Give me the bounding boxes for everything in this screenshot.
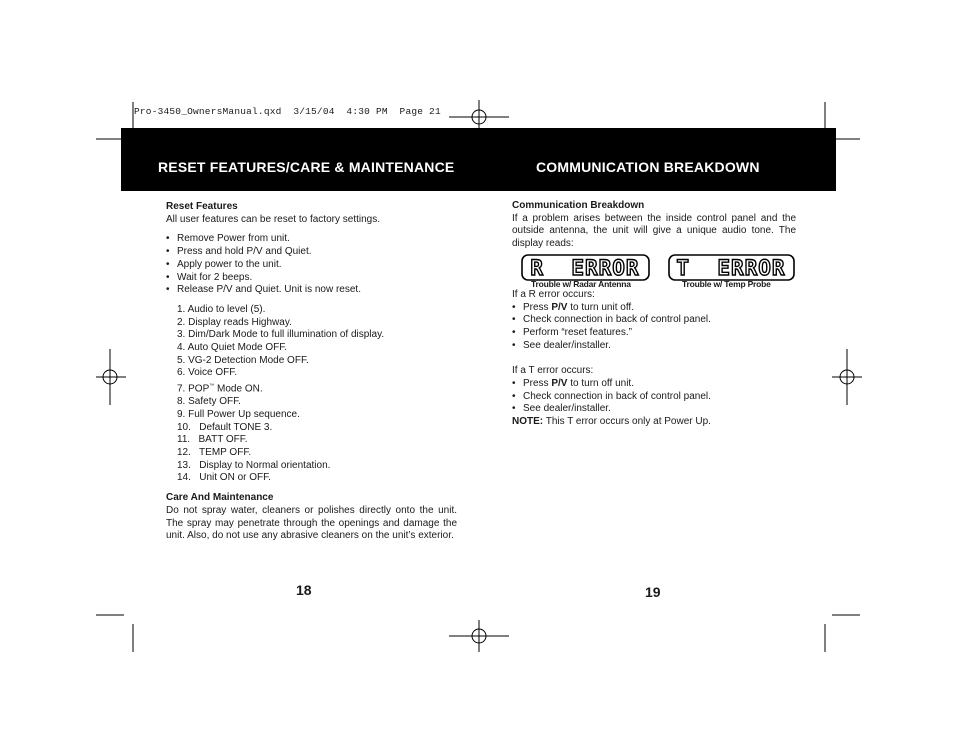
list-item: • Check connection in back of control panel. <box>512 391 796 404</box>
list-item: 1. Audio to level (5). <box>177 303 266 315</box>
display-t-caption: Trouble w/ Temp Probe <box>682 279 771 289</box>
list-item: 12. TEMP OFF. <box>177 446 252 458</box>
list-item: • Press and hold P/V and Quiet. <box>166 246 457 259</box>
t-error-label: If a T error occurs: <box>512 365 594 377</box>
svg-text:R ERROR: R ERROR <box>530 256 640 280</box>
r-error-steps <box>512 302 796 353</box>
page-number-left: 18 <box>296 582 312 598</box>
r-error-label: If a R error occurs: <box>512 289 595 300</box>
note-label: NOTE: <box>512 416 544 428</box>
page-number-right: 19 <box>645 584 661 600</box>
list-item: 4. Auto Quiet Mode OFF. <box>177 342 288 354</box>
left-section-title: RESET FEATURES/CARE & MAINTENANCE <box>158 159 455 175</box>
reset-steps <box>166 233 457 297</box>
comm-heading: Communication Breakdown <box>512 200 645 211</box>
list-item: 11. BATT OFF. <box>177 434 248 446</box>
list-item: • See dealer/installer. <box>512 340 796 353</box>
list-item: • See dealer/installer. <box>512 403 796 416</box>
list-item: 5. VG-2 Detection Mode OFF. <box>177 354 309 366</box>
care-heading: Care And Maintenance <box>166 492 274 504</box>
list-item: 10. Default TONE 3. <box>177 421 273 433</box>
list-item: 7. POP™ Mode ON. <box>177 383 263 395</box>
note <box>512 416 796 429</box>
lcd-t-error-image <box>668 254 796 282</box>
reset-heading: Reset Features <box>166 201 238 212</box>
reset-intro: All user features can be reset to factory settings. <box>166 213 380 225</box>
care-text: Do not spray water, cleaners or polishes directly onto the unit. The spray may penetrate through the openings and damage the unit. Also, do not use any abrasive cleaners on the unit’s exterior. <box>166 504 457 542</box>
list-item: • Remove Power from unit. <box>166 233 457 246</box>
list-item: • Apply power to the unit. <box>166 259 457 272</box>
list-item: 8. Safety OFF. <box>177 396 241 408</box>
t-error-steps <box>512 378 796 416</box>
comm-intro: If a problem arises between the inside control panel and the outside antenna, the unit will give a unique audio tone. The display reads: <box>512 212 796 250</box>
list-item: • Wait for 2 beeps. <box>166 272 457 285</box>
list-item: 14. Unit ON or OFF. <box>177 472 271 484</box>
right-section-title: COMMUNICATION BREAKDOWN <box>536 159 760 175</box>
file-slug: Pro-3450_OwnersManual.qxd 3/15/04 4:30 PM Page 21 <box>134 106 441 117</box>
list-item: • Press P/V to turn off unit. <box>512 378 796 391</box>
list-item: • Press P/V to turn unit off. <box>512 302 796 315</box>
display-r-error <box>521 254 651 287</box>
list-item: • Check connection in back of control panel. <box>512 314 796 327</box>
error-steps <box>512 289 796 429</box>
list-item: • Perform “reset features.” <box>512 327 796 340</box>
svg-text:T ERROR: T ERROR <box>676 256 786 280</box>
list-item: 6. Voice OFF. <box>177 367 238 379</box>
list-item: 9. Full Power Up sequence. <box>177 408 300 420</box>
list-item: • Release P/V and Quiet. Unit is now reset. <box>166 284 457 297</box>
display-t-error <box>668 254 796 287</box>
note-text: This T error occurs only at Power Up. <box>543 416 711 428</box>
left-column <box>166 201 457 543</box>
list-item: 3. Dim/Dark Mode to full illumination of display. <box>177 329 385 341</box>
list-item: 2. Display reads Highway. <box>177 316 292 328</box>
display-r-caption: Trouble w/ Radar Antenna <box>531 279 631 289</box>
list-item: 13. Display to Normal orientation. <box>177 459 331 471</box>
lcd-r-error-image <box>521 254 651 282</box>
right-column <box>512 200 796 251</box>
defaults-list <box>166 304 457 485</box>
